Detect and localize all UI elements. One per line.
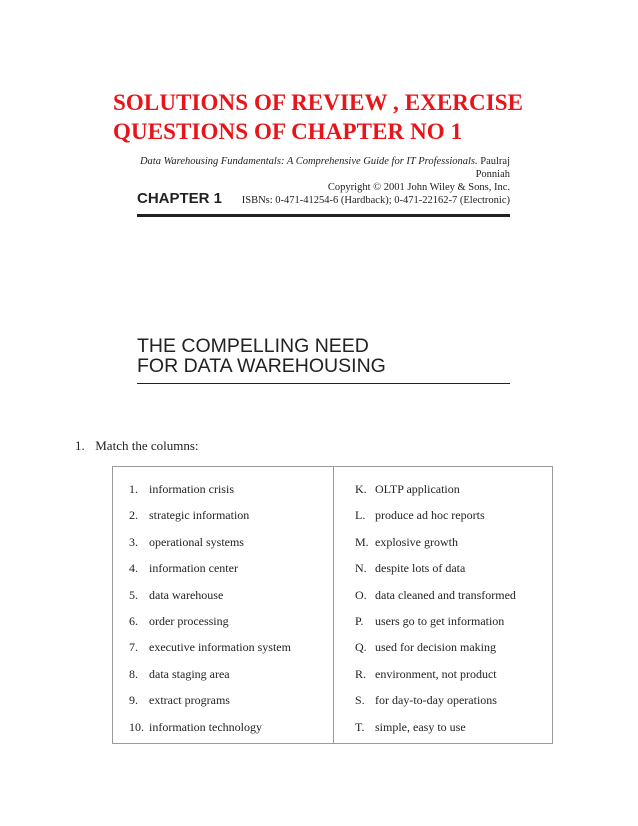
book-isbns: ISBNs: 0-471-41254-6 (Hardback); 0-471-22162-7 (Electronic) bbox=[241, 195, 510, 206]
right-item bbox=[355, 639, 516, 665]
right-column bbox=[355, 481, 516, 745]
left-item-key: 10. bbox=[129, 719, 144, 734]
right-item-text: despite lots of data bbox=[375, 561, 466, 576]
match-columns-table bbox=[112, 466, 553, 744]
right-item-text: data cleaned and transformed bbox=[375, 587, 516, 602]
left-item-key: 8. bbox=[129, 666, 138, 681]
left-item bbox=[129, 560, 291, 586]
right-item-text: produce ad hoc reports bbox=[375, 508, 485, 523]
heading-line-1: SOLUTIONS OF REVIEW , EXERCISE bbox=[113, 90, 524, 115]
right-item-text: for day-to-day operations bbox=[375, 693, 497, 708]
left-item bbox=[129, 639, 291, 665]
left-item-key: 3. bbox=[129, 534, 138, 549]
right-item-text: explosive growth bbox=[375, 534, 458, 549]
chapter-label: CHAPTER 1 bbox=[137, 190, 223, 207]
left-item bbox=[129, 719, 291, 745]
right-item-text: environment, not product bbox=[375, 666, 497, 681]
right-item-text: used for decision making bbox=[375, 640, 496, 655]
heading-line-2: QUESTIONS OF CHAPTER NO 1 bbox=[113, 119, 463, 144]
right-item-key: Q. bbox=[355, 640, 367, 655]
right-item-text: simple, easy to use bbox=[375, 719, 466, 734]
left-item bbox=[129, 613, 291, 639]
right-item bbox=[355, 481, 516, 507]
book-author: Paulraj Ponniah bbox=[475, 156, 510, 180]
book-title-line bbox=[110, 155, 510, 181]
left-item bbox=[129, 666, 291, 692]
right-item-key: M. bbox=[355, 534, 369, 549]
right-item-text: users go to get information bbox=[375, 613, 505, 628]
left-item-key: 1. bbox=[129, 482, 138, 496]
chapter-title-line-1: THE COMPELLING NEED bbox=[137, 335, 369, 357]
left-item-text: executive information system bbox=[149, 640, 291, 655]
left-item bbox=[129, 692, 291, 718]
right-item-text: OLTP application bbox=[375, 482, 460, 496]
left-item bbox=[129, 507, 291, 533]
left-item-key: 6. bbox=[129, 613, 138, 628]
left-item-text: strategic information bbox=[149, 508, 250, 523]
question-1 bbox=[75, 438, 199, 454]
right-item bbox=[355, 666, 516, 692]
right-item bbox=[355, 719, 516, 745]
left-item-text: information center bbox=[149, 561, 238, 576]
left-item-text: extract programs bbox=[149, 693, 230, 708]
question-text: Match the columns: bbox=[95, 438, 199, 453]
left-item-text: data warehouse bbox=[149, 587, 224, 602]
chapter-title-line-2: FOR DATA WAREHOUSING bbox=[137, 355, 386, 377]
chapter-divider-thick bbox=[137, 214, 510, 217]
right-item bbox=[355, 587, 516, 613]
left-item-text: operational systems bbox=[149, 534, 244, 549]
right-item bbox=[355, 507, 516, 533]
right-item bbox=[355, 534, 516, 560]
left-item-key: 2. bbox=[129, 508, 138, 523]
right-item-key: P. bbox=[355, 613, 364, 628]
question-number: 1. bbox=[75, 438, 85, 453]
right-item-key: T. bbox=[355, 719, 365, 734]
right-item-key: L. bbox=[355, 508, 366, 523]
right-item-key: S. bbox=[355, 693, 365, 708]
left-item-text: data staging area bbox=[149, 666, 230, 681]
left-item-key: 7. bbox=[129, 640, 138, 655]
left-item bbox=[129, 534, 291, 560]
book-copyright: Copyright © 2001 John Wiley & Sons, Inc. bbox=[327, 182, 510, 193]
book-title: Data Warehousing Fundamentals: A Comprehensive Guide for IT Professionals. bbox=[139, 156, 478, 167]
column-divider bbox=[333, 467, 334, 743]
left-item-text: information crisis bbox=[149, 482, 234, 496]
left-item-text: information technology bbox=[149, 719, 262, 734]
right-item bbox=[355, 613, 516, 639]
solutions-heading bbox=[113, 88, 523, 146]
left-column bbox=[129, 481, 291, 745]
left-item-key: 4. bbox=[129, 561, 138, 576]
right-item bbox=[355, 560, 516, 586]
chapter-title bbox=[137, 336, 386, 376]
left-item-key: 5. bbox=[129, 587, 138, 602]
right-item bbox=[355, 692, 516, 718]
right-item-key: O. bbox=[355, 587, 367, 602]
left-item bbox=[129, 587, 291, 613]
right-item-key: K. bbox=[355, 482, 367, 496]
right-item-key: R. bbox=[355, 666, 367, 681]
right-item-key: N. bbox=[355, 561, 367, 576]
left-item-text: order processing bbox=[149, 613, 229, 628]
chapter-divider-thin bbox=[137, 383, 510, 384]
left-item bbox=[129, 481, 291, 507]
left-item-key: 9. bbox=[129, 693, 138, 708]
